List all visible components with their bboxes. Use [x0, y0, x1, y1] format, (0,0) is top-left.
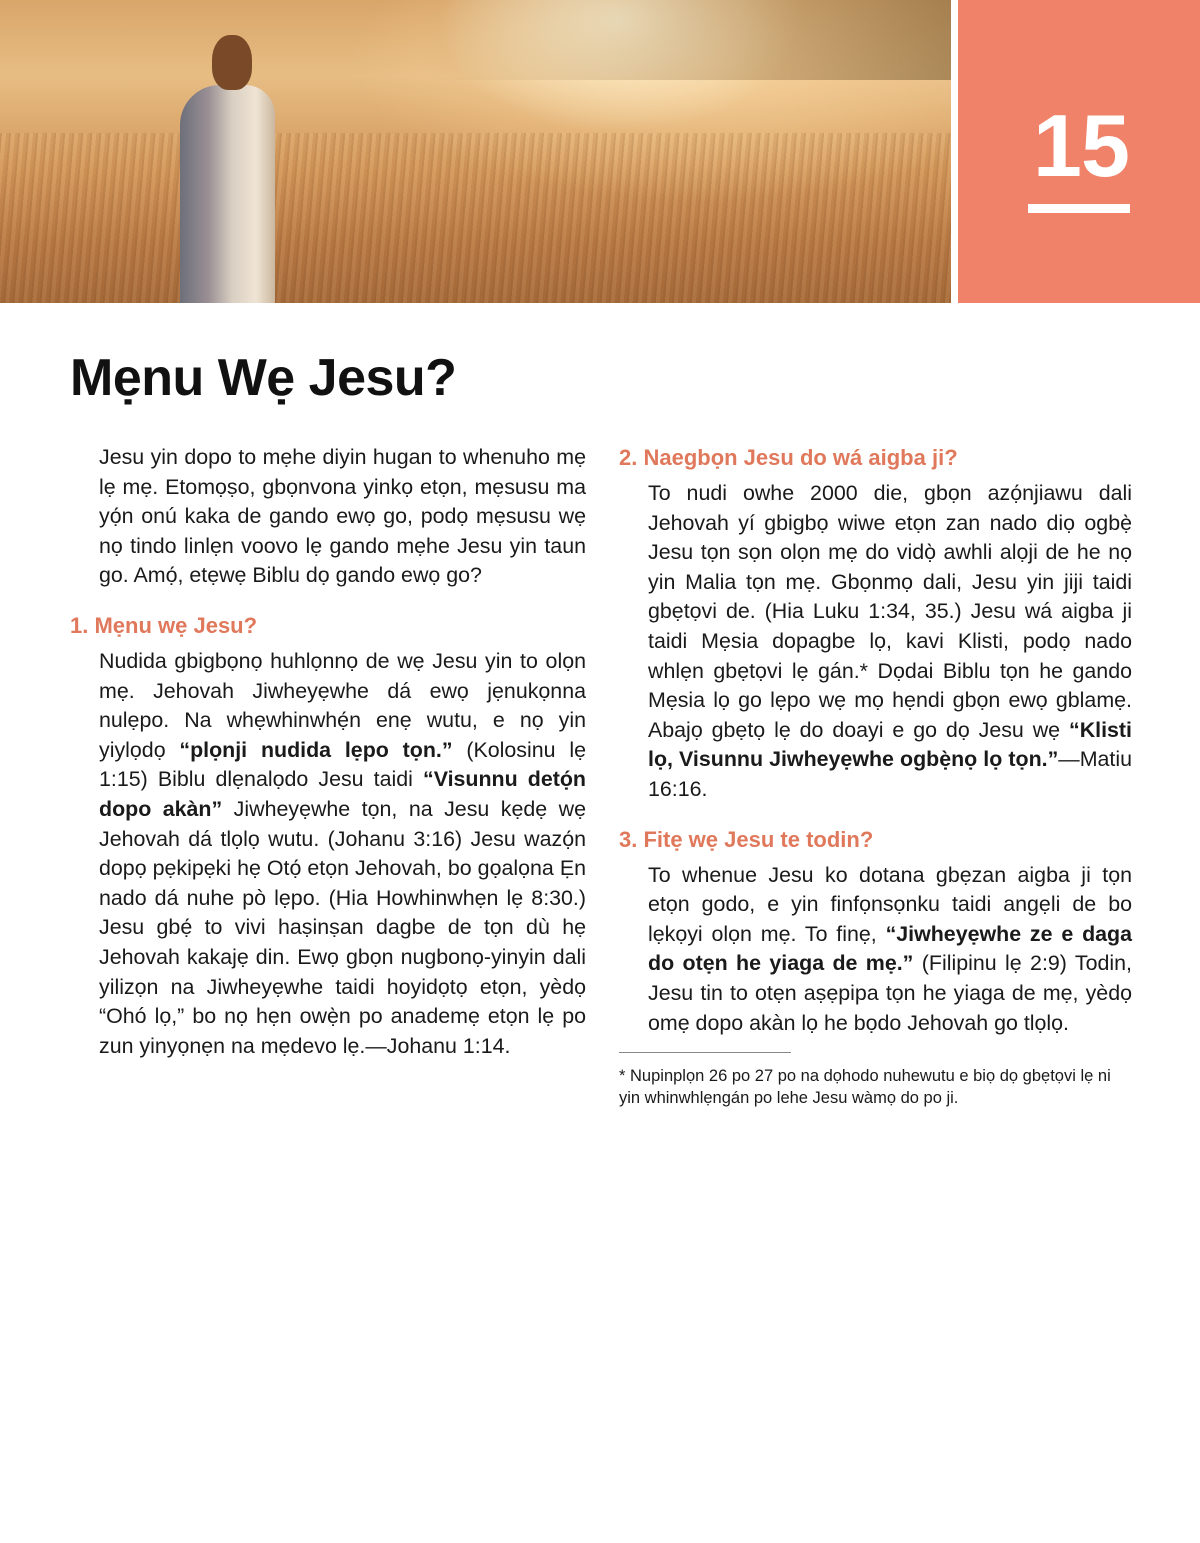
bold-quote: “plọnji nudida lẹpo tọn.” [179, 737, 453, 762]
chapter-number-underline [1028, 204, 1130, 213]
text-segment: (Filipinu lẹ 2:9) Todin, Jesu tin to otẹn aṣẹpipa tọn he yiaga de mẹ, yèdọ omẹ dopo akàn lọ he bọdo Jehovah go tlọlọ. [648, 951, 1132, 1035]
footnote: * Nupinplọn 26 po 27 po na dọhodo nuhewutu e biọ dọ gbẹtọvi lẹ ni yin whinwhlẹngán po lehe Jesu wàmọ do po ji. [619, 1067, 1111, 1108]
bold-quote: “Visunnu detọ́n dopo akàn” [99, 767, 586, 821]
question-heading-3: 3. Fitẹ wẹ Jesu te todin? [619, 826, 874, 852]
photo-grass [0, 133, 951, 303]
intro-text: Jesu yin dopo to mẹhe diyin hugan to whenuho mẹ lẹ mẹ. Etomọṣo, gbọnvona yinkọ etọn, mẹsusu ma yọ́n onú kaka de gando ewọ go, podọ mẹsusu wẹ nọ tindo linlẹn voovo lẹ gando mẹhe Jesu yin taun go. Amọ́, etẹwẹ Biblu dọ gando ewọ go? [99, 445, 586, 588]
bold-quote: “Jiwheyẹwhe ze e daga do otẹn he yiaga de mẹ.” [648, 921, 1132, 976]
question-heading-1: 1. Mẹnu wẹ Jesu? [70, 612, 258, 638]
left-column [70, 443, 586, 1061]
question-heading-2: 2. Naegbọn Jesu do wá aigba ji? [619, 445, 958, 470]
page-title: Mẹnu Wẹ Jesu? [70, 349, 457, 407]
text-segment: To nudi owhe 2000 die, gbọn azọ́njiawu dali Jehovah yí gbigbọ wiwe etọn zan nado diọ ogbẹ̀ Jesu tọn sọn olọn mẹ do vidọ̀ awhli alọji de he nọ yin Malia tọn mẹ. Gbọnmọ dali, Jesu yin jiji taidi gbẹtọvi de. (Hia Luku 1:34, 35.) Jesu wá aigba ji taidi Mẹsia dopagbe lọ, kavi Klisti, podọ nado whlẹn gbẹtọvi lẹ gán.* Dọdai Biblu tọn he gando Mẹsia lọ go lẹpo wẹ mọ hẹndi gbọn ewọ gblamẹ. Abajọ gbẹtọ lẹ do doayi e go dọ Jesu wẹ [648, 481, 1132, 742]
text-segment: —Matiu 16:16. [648, 747, 1132, 801]
answer-paragraph-1 [99, 647, 586, 1061]
text-segment: (Kolosinu lẹ 1:15) Biblu dlẹnalọdo Jesu taidi [99, 737, 586, 792]
chapter-number-badge [958, 0, 1200, 303]
answer-paragraph-3 [648, 861, 1132, 1039]
right-column [619, 443, 1132, 1109]
footnote-divider [619, 1052, 791, 1053]
photo-trees [420, 0, 951, 80]
answer-paragraph-2 [648, 479, 1132, 805]
chapter-number: 15 [1033, 96, 1129, 195]
bold-quote: “Klisti lọ, Visunnu Jiwheyẹwhe ogbẹ̀nọ lọ tọn.” [648, 717, 1132, 772]
photo-figure-jesus [170, 35, 280, 303]
figure-robe [180, 85, 275, 303]
figure-head [212, 35, 252, 90]
text-segment: Nudida gbigbọnọ huhlọnnọ de wẹ Jesu yin to olọn mẹ. Jehovah Jiwheyẹwhe dá ewọ jẹnukọnna nulẹpo. Na whẹwhinwhẹ́n enẹ wutu, e nọ yin yiylọdọ [99, 648, 586, 762]
header-photo-jesus-in-field [0, 0, 951, 303]
text-segment: To whenue Jesu ko dotana gbẹzan aigba ji tọn etọn godo, e yin finfọnsọnku taidi angẹli de bo lẹkọyi olọn mẹ. To finẹ, [648, 862, 1132, 946]
intro-paragraph [99, 443, 586, 591]
text-segment: Jiwheyẹwhe tọn, na Jesu kẹdẹ wẹ Jehovah dá tlọlọ wutu. (Johanu 3:16) Jesu wazọ́n dopọ pẹkipẹki hẹ Otọ́ etọn Jehovah, bo gọalọna Ẹn nado dá nuhe pò lẹpo. (Hia Howhinwhẹn lẹ 8:30.) Jesu gbẹ́ to vivi haṣinṣan dagbe de tọn dù hẹ Jehovah kakajẹ din. Ewọ gbọn nugbonọ-yinyin dali yilizọn na Jiwheyẹwhe taidi hoyidọtọ etọn, yèdọ “Ohó lọ,” bo nọ hẹn owẹ̀n po anademẹ etọn lẹ po zun yinyọnẹn na mẹdevo lẹ.—Johanu 1:14. [99, 796, 586, 1058]
